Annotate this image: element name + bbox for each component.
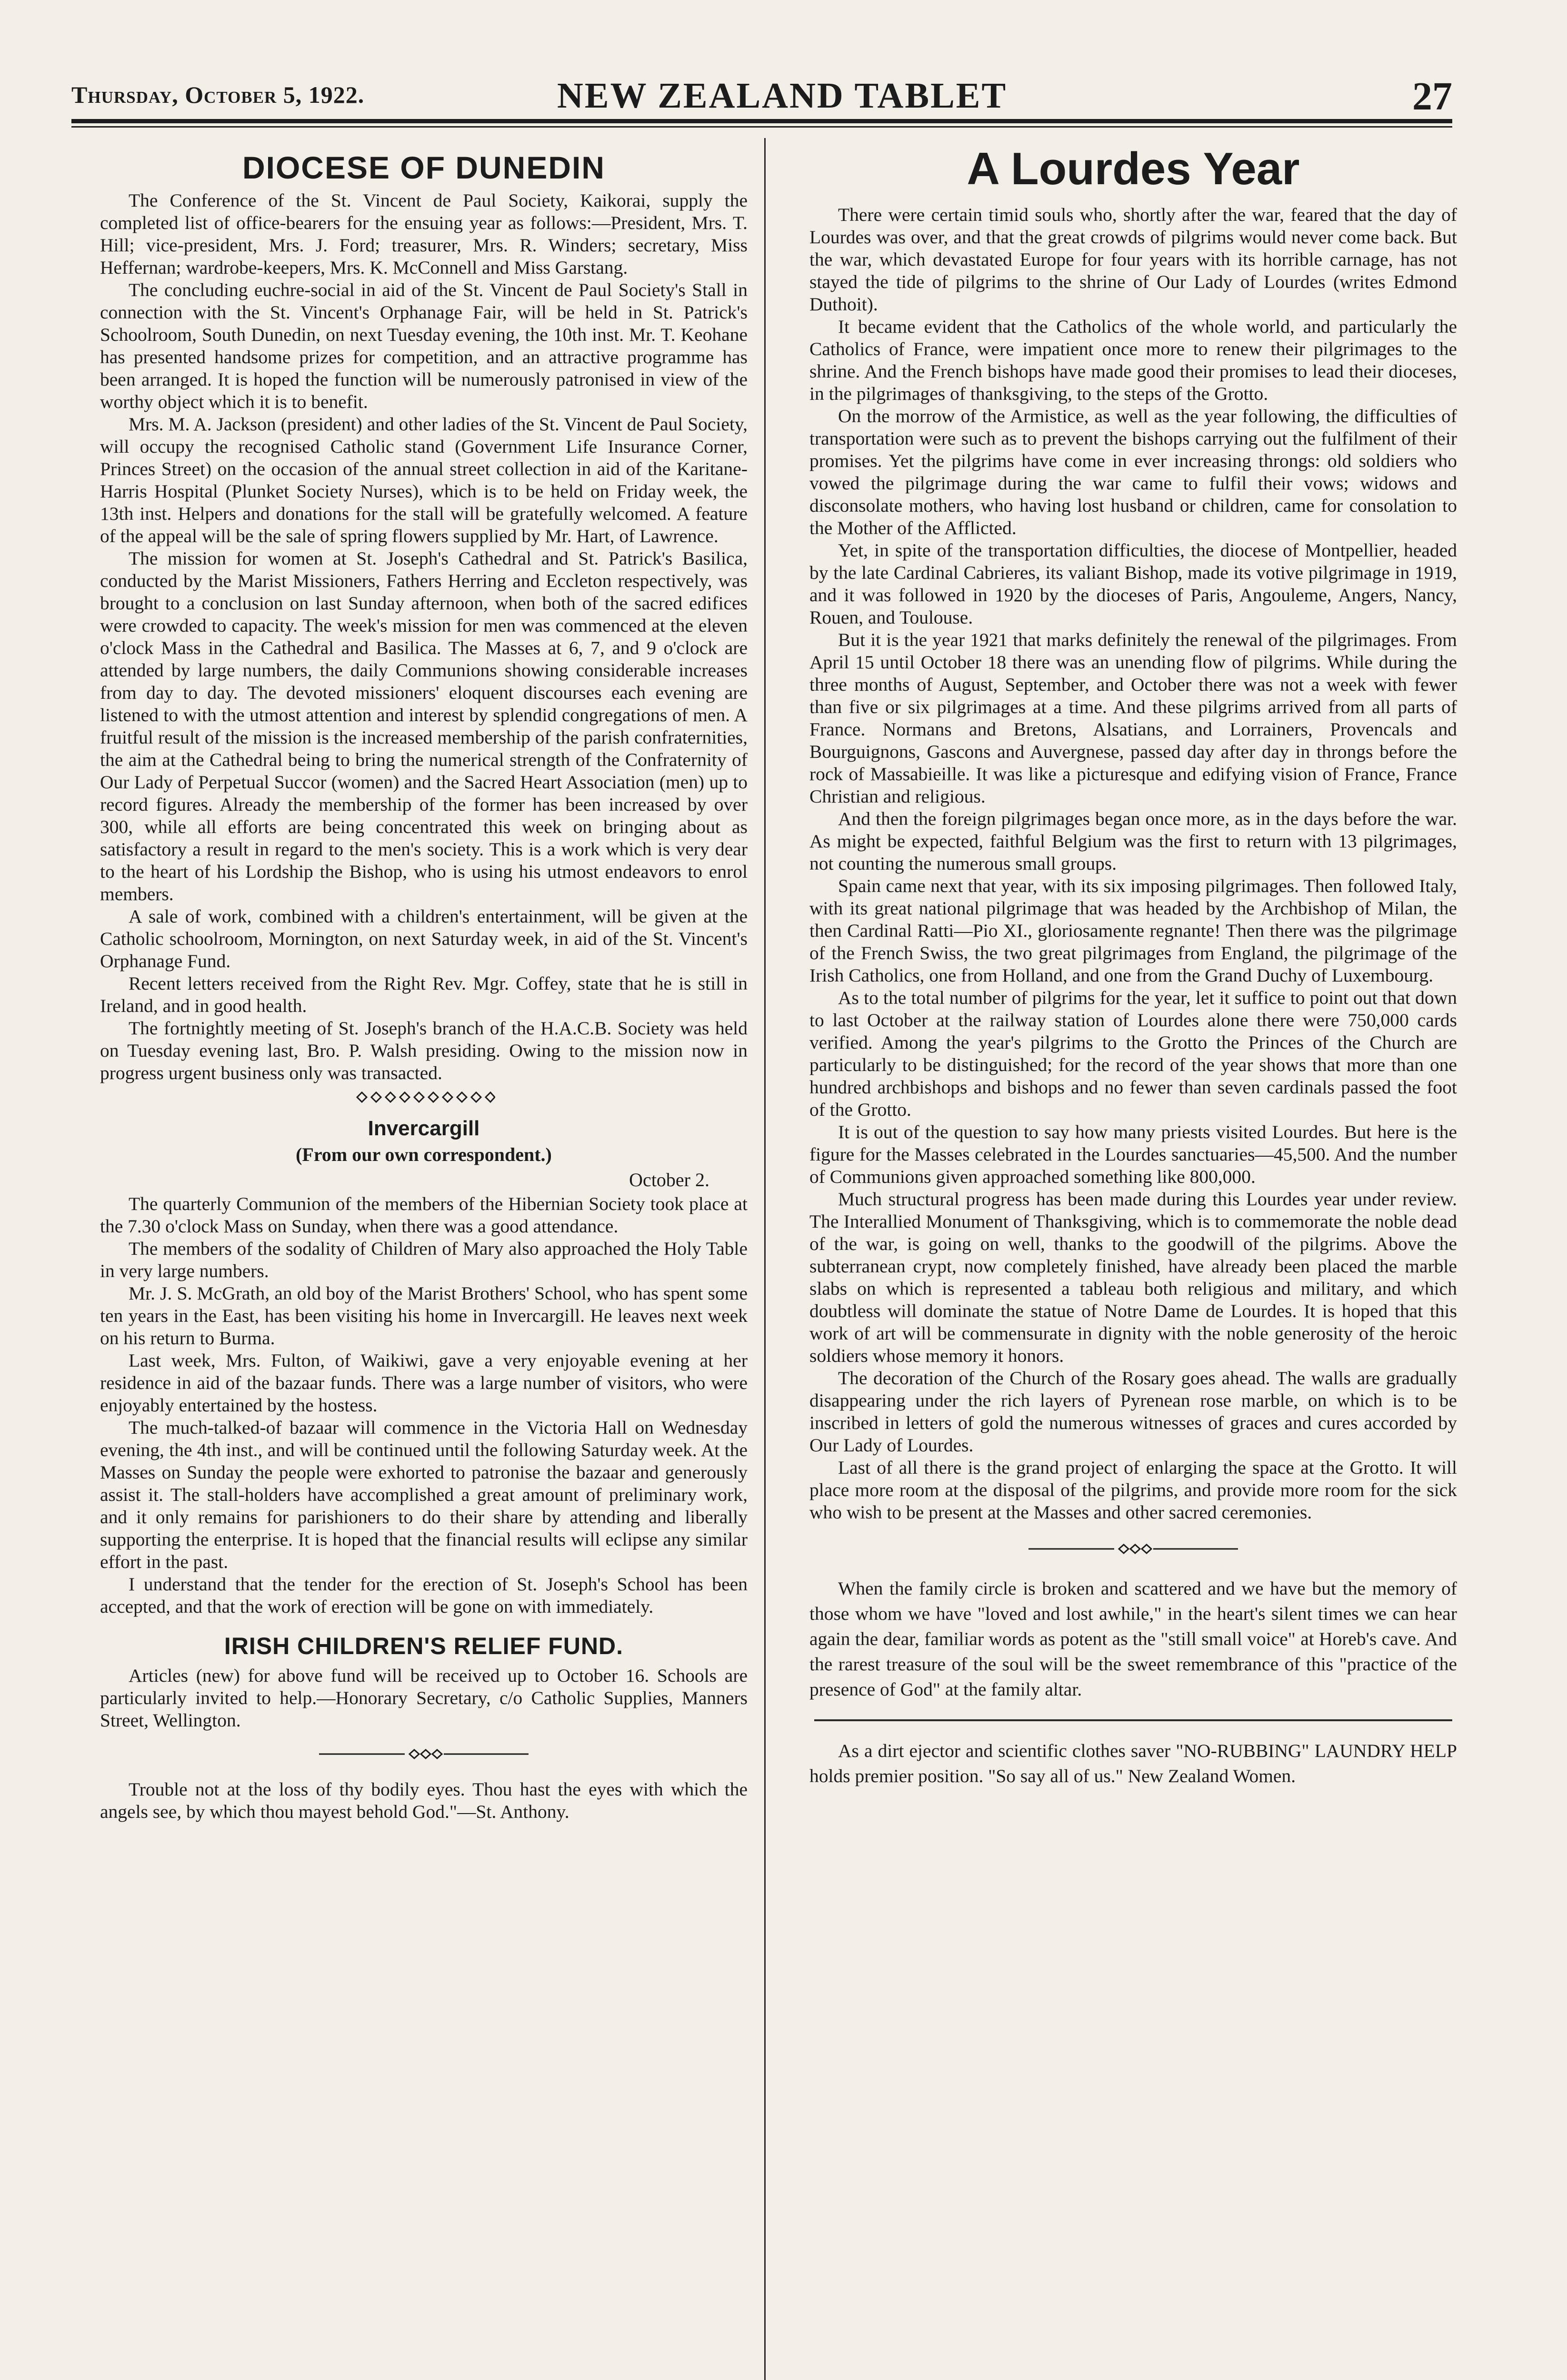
dunedin-heading: DIOCESE OF DUNEDIN bbox=[242, 150, 606, 185]
invercargill-paragraph: I understand that the tender for the erection of St. Joseph's School has been accepted, and that the work of erection will be gone on with immediately. bbox=[100, 1574, 748, 1617]
masthead-rule-thick bbox=[71, 119, 1452, 123]
lourdes-paragraph: There were certain timid souls who, shortly after the war, feared that the day of Lourdes was over, and that the great crowds of pilgrims would never come back. But the war, which devastated Europe for four years with its horrible carnage, has not stayed the tide of pilgrims to the shrine of Our Lady of Lourdes (writes Edmond Duthoit). bbox=[809, 204, 1457, 315]
irish-fund-heading: IRISH CHILDREN'S RELIEF FUND. bbox=[224, 1633, 624, 1659]
right-column bbox=[809, 143, 1457, 1789]
dunedin-paragraph: A sale of work, combined with a children's entertainment, will be given at the Catholic schoolroom, Mornington, on next Saturday week, in aid of the St. Vincent's Orphanage Fund. bbox=[100, 906, 748, 972]
newspaper-title: NEW ZEALAND TABLET bbox=[557, 76, 1008, 116]
dunedin-paragraph: The Conference of the St. Vincent de Paul Society, Kaikorai, supply the completed list of office-bearers for the ensuing year as follows:—President, Mrs. T. Hill; vice-president, Mrs. J. Ford; treasurer, Mrs. R. Winders; secretary, Miss Heffernan; wardrobe-keepers, Mrs. K. McConnell and Miss Garstang. bbox=[100, 190, 748, 278]
invercargill-paragraph: Last week, Mrs. Fulton, of Waikiwi, gave a very enjoyable evening at her residence in aid of the bazaar funds. There was a large number of visitors, who were enjoyably entertained by the hostess. bbox=[100, 1350, 748, 1416]
invercargill-heading: Invercargill bbox=[368, 1117, 480, 1140]
lourdes-paragraph: On the morrow of the Armistice, as well as the year following, the difficulties of transportation were such as to prevent the bishops carrying out the fulfilment of their promises. Yet the pilgrims have come in ever increasing throngs: old soldiers who vowed the pilgrimage during the war came to fulfil their vows; widows and disconsolate mothers, who having lost husband or children, came for consolation to the Mother of the Afflicted. bbox=[809, 406, 1457, 538]
dunedin-paragraph: The mission for women at St. Joseph's Cathedral and St. Patrick's Basilica, conducted by the Marist Missioners, Fathers Herring and Eccleton respectively, was brought to a conclusion on last Sunday afternoon, when both of the sacred edifices were crowded to capacity. The week's mission for men was commenced at the eleven o'clock Mass in the Cathedral and Basilica. The Masses at 6, 7, and 9 o'clock are attended by large numbers, the daily Communions showing considerable increases from day to day. The devoted missioners' eloquent discourses each evening are listened to with the utmost attention and interest by splendid congregations of men. A fruitful result of the mission is the increased membership of the parish confraternities, the aim at the Cathedral being to bring the numerical strength of the Confraternity of Our Lady of Perpetual Succor (women) and the Sacred Heart Association (men) up to record figures. Already the membership of the former has been increased by over 300, while all efforts are being concentrated this week on bringing about as satisfactory a result in regard to the men's society. This is a work which is very dear to the heart of his Lordship the Bishop, who is using his utmost endeavors to enrol members. bbox=[100, 548, 748, 904]
issue-date: Thursday, October 5, 1922. bbox=[71, 81, 365, 108]
invercargill-date: October 2. bbox=[629, 1169, 709, 1190]
left-column bbox=[100, 143, 748, 1823]
column-divider bbox=[764, 138, 766, 2380]
invercargill-paragraph: The members of the sodality of Children of Mary also approached the Holy Table in very large numbers. bbox=[100, 1238, 748, 1281]
irish-fund-text: Articles (new) for above fund will be received up to October 16. Schools are particularly invited to help.—Honorary Secretary, c/o Catholic Supplies, Manners Street, Wellington. bbox=[100, 1665, 748, 1731]
section-rule bbox=[814, 1719, 1452, 1721]
rule-ornament bbox=[809, 1543, 1457, 1557]
st-anthony-quote: Trouble not at the loss of thy bodily eyes. Thou hast the eyes with which the angels see, by which thou mayest behold God."—St. Anthony. bbox=[100, 1779, 748, 1822]
diamond-ornament bbox=[100, 1091, 748, 1105]
lourdes-paragraph: Last of all there is the grand project of enlarging the space at the Grotto. It will place more room at the disposal of the pilgrims, and provide more room for the sick who wish to be present at the Masses and other sacred ceremonies. bbox=[809, 1457, 1457, 1523]
invercargill-paragraph: The quarterly Communion of the members of the Hibernian Society took place at the 7.30 o'clock Mass on Sunday, when there was a good attendance. bbox=[100, 1193, 748, 1237]
correspondent-note: (From our own correspondent.) bbox=[296, 1144, 552, 1165]
family-altar-paragraph: When the family circle is broken and scattered and we have but the memory of those whom we have "loved and lost awhile," in the heart's silent times we can hear again the dear, familiar words as potent as the "still small voice" at Horeb's cave. And the rarest treasure of the soul will be the sweet remembrance of this "practice of the presence of God" at the family altar. bbox=[809, 1578, 1457, 1700]
lourdes-paragraph: It is out of the question to say how many priests visited Lourdes. But here is the figure for the Masses celebrated in the Lourdes sanctuaries—45,500. And the number of Communions given approached something like 800,000. bbox=[809, 1121, 1457, 1187]
page-number: 27 bbox=[1412, 74, 1452, 119]
lourdes-paragraph: The decoration of the Church of the Rosary goes ahead. The walls are gradually disappearing under the rich layers of Pyrenean rose marble, on which is to be inscribed in letters of gold the numerous witnesses of graces and cures accorded by Our Lady of Lourdes. bbox=[809, 1368, 1457, 1456]
masthead bbox=[71, 71, 1452, 117]
invercargill-paragraph: Mr. J. S. McGrath, an old boy of the Marist Brothers' School, who has spent some ten years in the East, has been visiting his home in Invercargill. He leaves next week on his return to Burma. bbox=[100, 1283, 748, 1349]
invercargill-paragraph: The much-talked-of bazaar will commence in the Victoria Hall on Wednesday evening, the 4th inst., and will be continued until the following Saturday week. At the Masses on Sunday the people were exhorted to patronise the bazaar and generously assist it. The stall-holders have accomplished a great amount of preliminary work, and it only remains for parishioners to do their share by attending and liberally supporting the enterprise. It is hoped that the financial results will eclipse any similar effort in the past. bbox=[100, 1417, 748, 1572]
lourdes-paragraph: As to the total number of pilgrims for the year, let it suffice to point out that down to last October at the railway station of Lourdes alone there were 750,000 cards verified. Among the year's pilgrims to the Grotto the Princes of the Church are particularly to be distinguished; for the record of the year shows that more than one hundred archbishops and bishops and no fewer than seven cardinals passed the foot of the Grotto. bbox=[809, 987, 1457, 1120]
lourdes-paragraph: Much structural progress has been made during this Lourdes year under review. The Interallied Monument of Thanksgiving, which is to commemorate the noble dead of the war, is going on well, thanks to the goodwill of the pilgrims. Above the subterranean crypt, now completely finished, have already been placed the marble slabs on which is represented a tableau both religious and military, and which doubtless will dominate the statue of Notre Dame de Lourdes. It is hoped that this work of art will be commensurate in dignity with the noble generosity of the heroic soldiers whose memory it honors. bbox=[809, 1189, 1457, 1366]
lourdes-heading: A Lourdes Year bbox=[967, 143, 1300, 194]
dunedin-paragraph: The concluding euchre-social in aid of the St. Vincent de Paul Society's Stall in connection with the St. Vincent's Orphanage Fair, will be held in St. Patrick's Schoolroom, South Dunedin, on next Tuesday evening, the 10th inst. Mr. T. Keohane has presented handsome prizes for competition, and an attractive programme has been arranged. It is hoped the function will be numerously patronised in view of the worthy object which it is to benefit. bbox=[100, 279, 748, 412]
dunedin-paragraph: Mrs. M. A. Jackson (president) and other ladies of the St. Vincent de Paul Society, will occupy the recognised Catholic stand (Government Life Insurance Corner, Princes Street) on the occasion of the annual street collection in aid of the Karitane-Harris Hospital (Plunket Society Nurses), which is to be held on Friday week, the 13th inst. Helpers and donations for the stall will be gratefully welcomed. A feature of the appeal will be the sale of spring flowers supplied by Mr. Hart, of Lawrence. bbox=[100, 414, 748, 546]
lourdes-paragraph: It became evident that the Catholics of the whole world, and particularly the Catholics of France, were impatient once more to renew their pilgrimages to the shrine. And the French bishops have made good their promises to lead their dioceses, in the pilgrimages of thanksgiving, to the steps of the Grotto. bbox=[809, 316, 1457, 404]
dunedin-paragraph: Recent letters received from the Right Rev. Mgr. Coffey, state that he is still in Ireland, and in good health. bbox=[100, 973, 748, 1016]
lourdes-paragraph: And then the foreign pilgrimages began once more, as in the days before the war. As might be expected, faithful Belgium was the first to return with 13 pilgrimages, not counting the numerous small groups. bbox=[809, 808, 1457, 874]
laundry-notice: As a dirt ejector and scientific clothes saver "NO-RUBBING" LAUNDRY HELP holds premier position. "So say all of us." New Zealand Women. bbox=[809, 1740, 1457, 1786]
dunedin-paragraph: The fortnightly meeting of St. Joseph's branch of the H.A.C.B. Society was held on Tuesday evening last, Bro. P. Walsh presiding. Owing to the mission now in progress urgent business only was transacted. bbox=[100, 1018, 748, 1083]
masthead-rule-thin bbox=[71, 126, 1452, 128]
rule-ornament bbox=[100, 1748, 748, 1762]
lourdes-paragraph: Spain came next that year, with its six imposing pilgrimages. Then followed Italy, with its great national pilgrimage that was headed by the Archbishop of Milan, the then Cardinal Ratti—Pio XI., gloriosamente regnante! Then there was the pilgrimage of the French Swiss, the two great pilgrimages from England, the pilgrimage of the Irish Catholics, one from Holland, and one from the Grand Duchy of Luxembourg. bbox=[809, 875, 1457, 986]
lourdes-paragraph: Yet, in spite of the transportation difficulties, the diocese of Montpellier, headed by the late Cardinal Cabrieres, its valiant Bishop, made its votive pilgrimage in 1919, and it was followed in 1920 by the dioceses of Paris, Angouleme, Angers, Nancy, Rouen, and Toulouse. bbox=[809, 540, 1457, 628]
lourdes-paragraph: But it is the year 1921 that marks definitely the renewal of the pilgrimages. From April 15 until October 18 there was an unending flow of pilgrims. While during the three months of August, September, and October there was not a week with fewer than five or six pilgrimages at a time. And these pilgrims arrived from all parts of France. Normans and Bretons, Alsatians, and Lorrainers, Provencals and Bourguignons, Gascons and Auvergnese, passed day after day in throngs before the rock of Massabieille. It was like a picturesque and edifying vision of France, France Christian and religious. bbox=[809, 629, 1457, 807]
